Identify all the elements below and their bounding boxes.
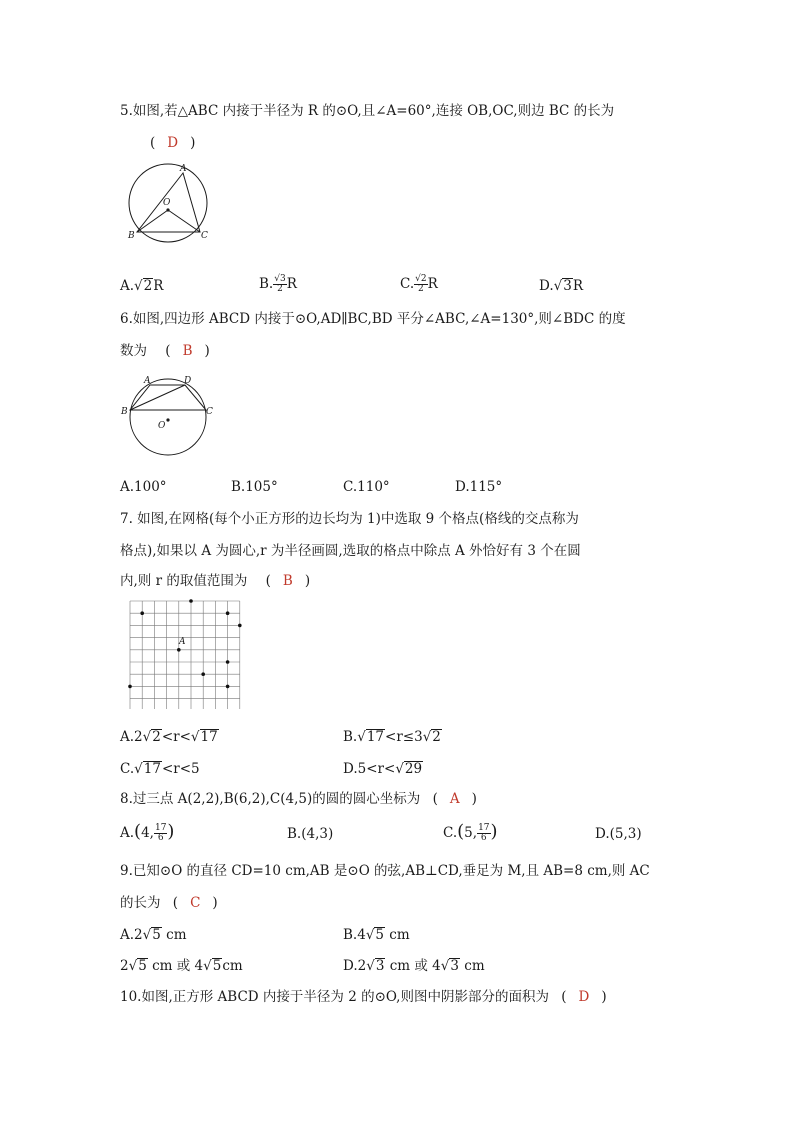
question-6-stem-line2: 数为 ( B ): [120, 343, 210, 359]
question-10-stem: 10.如图,正方形 ABCD 内接于半径为 2 的⊙O,则图中阴影部分的面积为 ( D ): [120, 989, 607, 1005]
label-b: B: [121, 407, 128, 417]
q8-option-d: D.(5,3): [595, 826, 642, 842]
quadrilateral-abcd: [130, 385, 206, 410]
q6-option-b: B.105°: [231, 479, 278, 495]
grid-point: [140, 611, 144, 615]
question-7-stem-line2: 格点),如果以 A 为圆心,r 为半径画圆,选取的格点中除点 A 外恰好有 3 个在圆: [120, 543, 581, 559]
segment-ob: [137, 210, 168, 232]
question-7-grid-figure: [128, 599, 242, 709]
question-9-stem-line1: 9.已知⊙O 的直径 CD=10 cm,AB 是⊙O 的弦,AB⊥CD,垂足为 M,且 AB=8 cm,则 AC: [120, 863, 650, 879]
question-8-answer: A: [449, 791, 460, 807]
q8-option-b: B.(4,3): [287, 826, 334, 842]
question-6-answer: B: [182, 343, 193, 359]
label-a: A: [179, 637, 186, 647]
q7-option-d: D.5<r<√29: [343, 761, 423, 777]
grid-point: [226, 685, 230, 689]
question-6-stem-line1: 6.如图,四边形 ABCD 内接于⊙O,AD∥BC,BD 平分∠ABC,∠A=130°,则∠BDC 的度: [120, 311, 626, 327]
label-a: A: [180, 164, 187, 174]
diagonal-bd: [130, 385, 185, 410]
question-5-answer-slot: ( D ): [150, 135, 196, 151]
q9-option-d: D.2√3 cm 或 4√3 cm: [343, 958, 485, 974]
q5-option-c: C. $\frac{√2}{2}$ R: [400, 274, 438, 294]
grid-point: [128, 685, 132, 689]
circle-o: [130, 379, 206, 455]
q9-option-a: A.2√5 cm: [120, 927, 187, 943]
label-o: O: [163, 198, 171, 208]
grid-point-a: [177, 648, 181, 652]
q6-option-a: A.100°: [120, 479, 167, 495]
q7-option-b: B.√17<r≤3√2: [343, 729, 441, 745]
grid-point: [189, 599, 193, 603]
question-7-stem-line1: 7. 如图,在网格(每个小正方形的边长均为 1)中选取 9 个格点(格线的交点称为: [120, 511, 579, 527]
q6-option-d: D.115°: [455, 479, 503, 495]
q9-option-c: 2√5 cm 或 4√5cm: [120, 958, 243, 974]
question-10-answer: D: [578, 989, 590, 1005]
q9-option-b: B.4√5 cm: [343, 927, 410, 943]
question-5-stem: 5.如图,若△ABC 内接于半径为 R 的⊙O,且∠A=60°,连接 OB,OC,则边 BC 的长为: [120, 103, 615, 119]
label-c: C: [206, 407, 213, 417]
q5-option-d: D.√3R: [539, 278, 584, 294]
grid-point: [226, 611, 230, 615]
label-b: B: [128, 231, 135, 241]
q8-option-a: A.(4, $\frac{17}{6}$ ): [120, 821, 175, 843]
q8-option-c: C.(5, $\frac{17}{6}$ ): [443, 821, 498, 843]
question-7-stem-line3: 内,则 r 的取值范围为 ( B ): [120, 573, 311, 589]
q5-option-a: A.√2R: [120, 278, 164, 294]
q6-option-c: C.110°: [343, 479, 390, 495]
question-7-answer: B: [282, 573, 293, 589]
question-6-figure: [120, 372, 220, 462]
grid-point: [238, 624, 242, 628]
grid-lines: [130, 601, 240, 709]
question-5-answer: D: [167, 135, 179, 151]
question-8-stem: 8.过三点 A(2,2),B(6,2),C(4,5)的圆的圆心坐标为 ( A ): [120, 791, 477, 807]
question-9-answer: C: [190, 895, 201, 911]
label-a: A: [144, 376, 151, 386]
question-5-figure: [122, 160, 222, 245]
center-point: [166, 418, 169, 421]
grid-point: [226, 660, 230, 664]
center-point: [166, 208, 169, 211]
q7-option-a: A.2√2<r<√17: [120, 729, 218, 745]
grid-point: [201, 672, 205, 676]
question-9-stem-line2: 的长为 ( C ): [120, 895, 218, 911]
q5-option-b: B. $\frac{√3}{2}$ R: [259, 274, 297, 294]
label-d: D: [184, 376, 192, 386]
segment-oc: [168, 210, 200, 232]
label-o: O: [158, 421, 166, 431]
q7-option-c: C.√17<r<5: [120, 761, 200, 777]
label-c: C: [201, 231, 208, 241]
